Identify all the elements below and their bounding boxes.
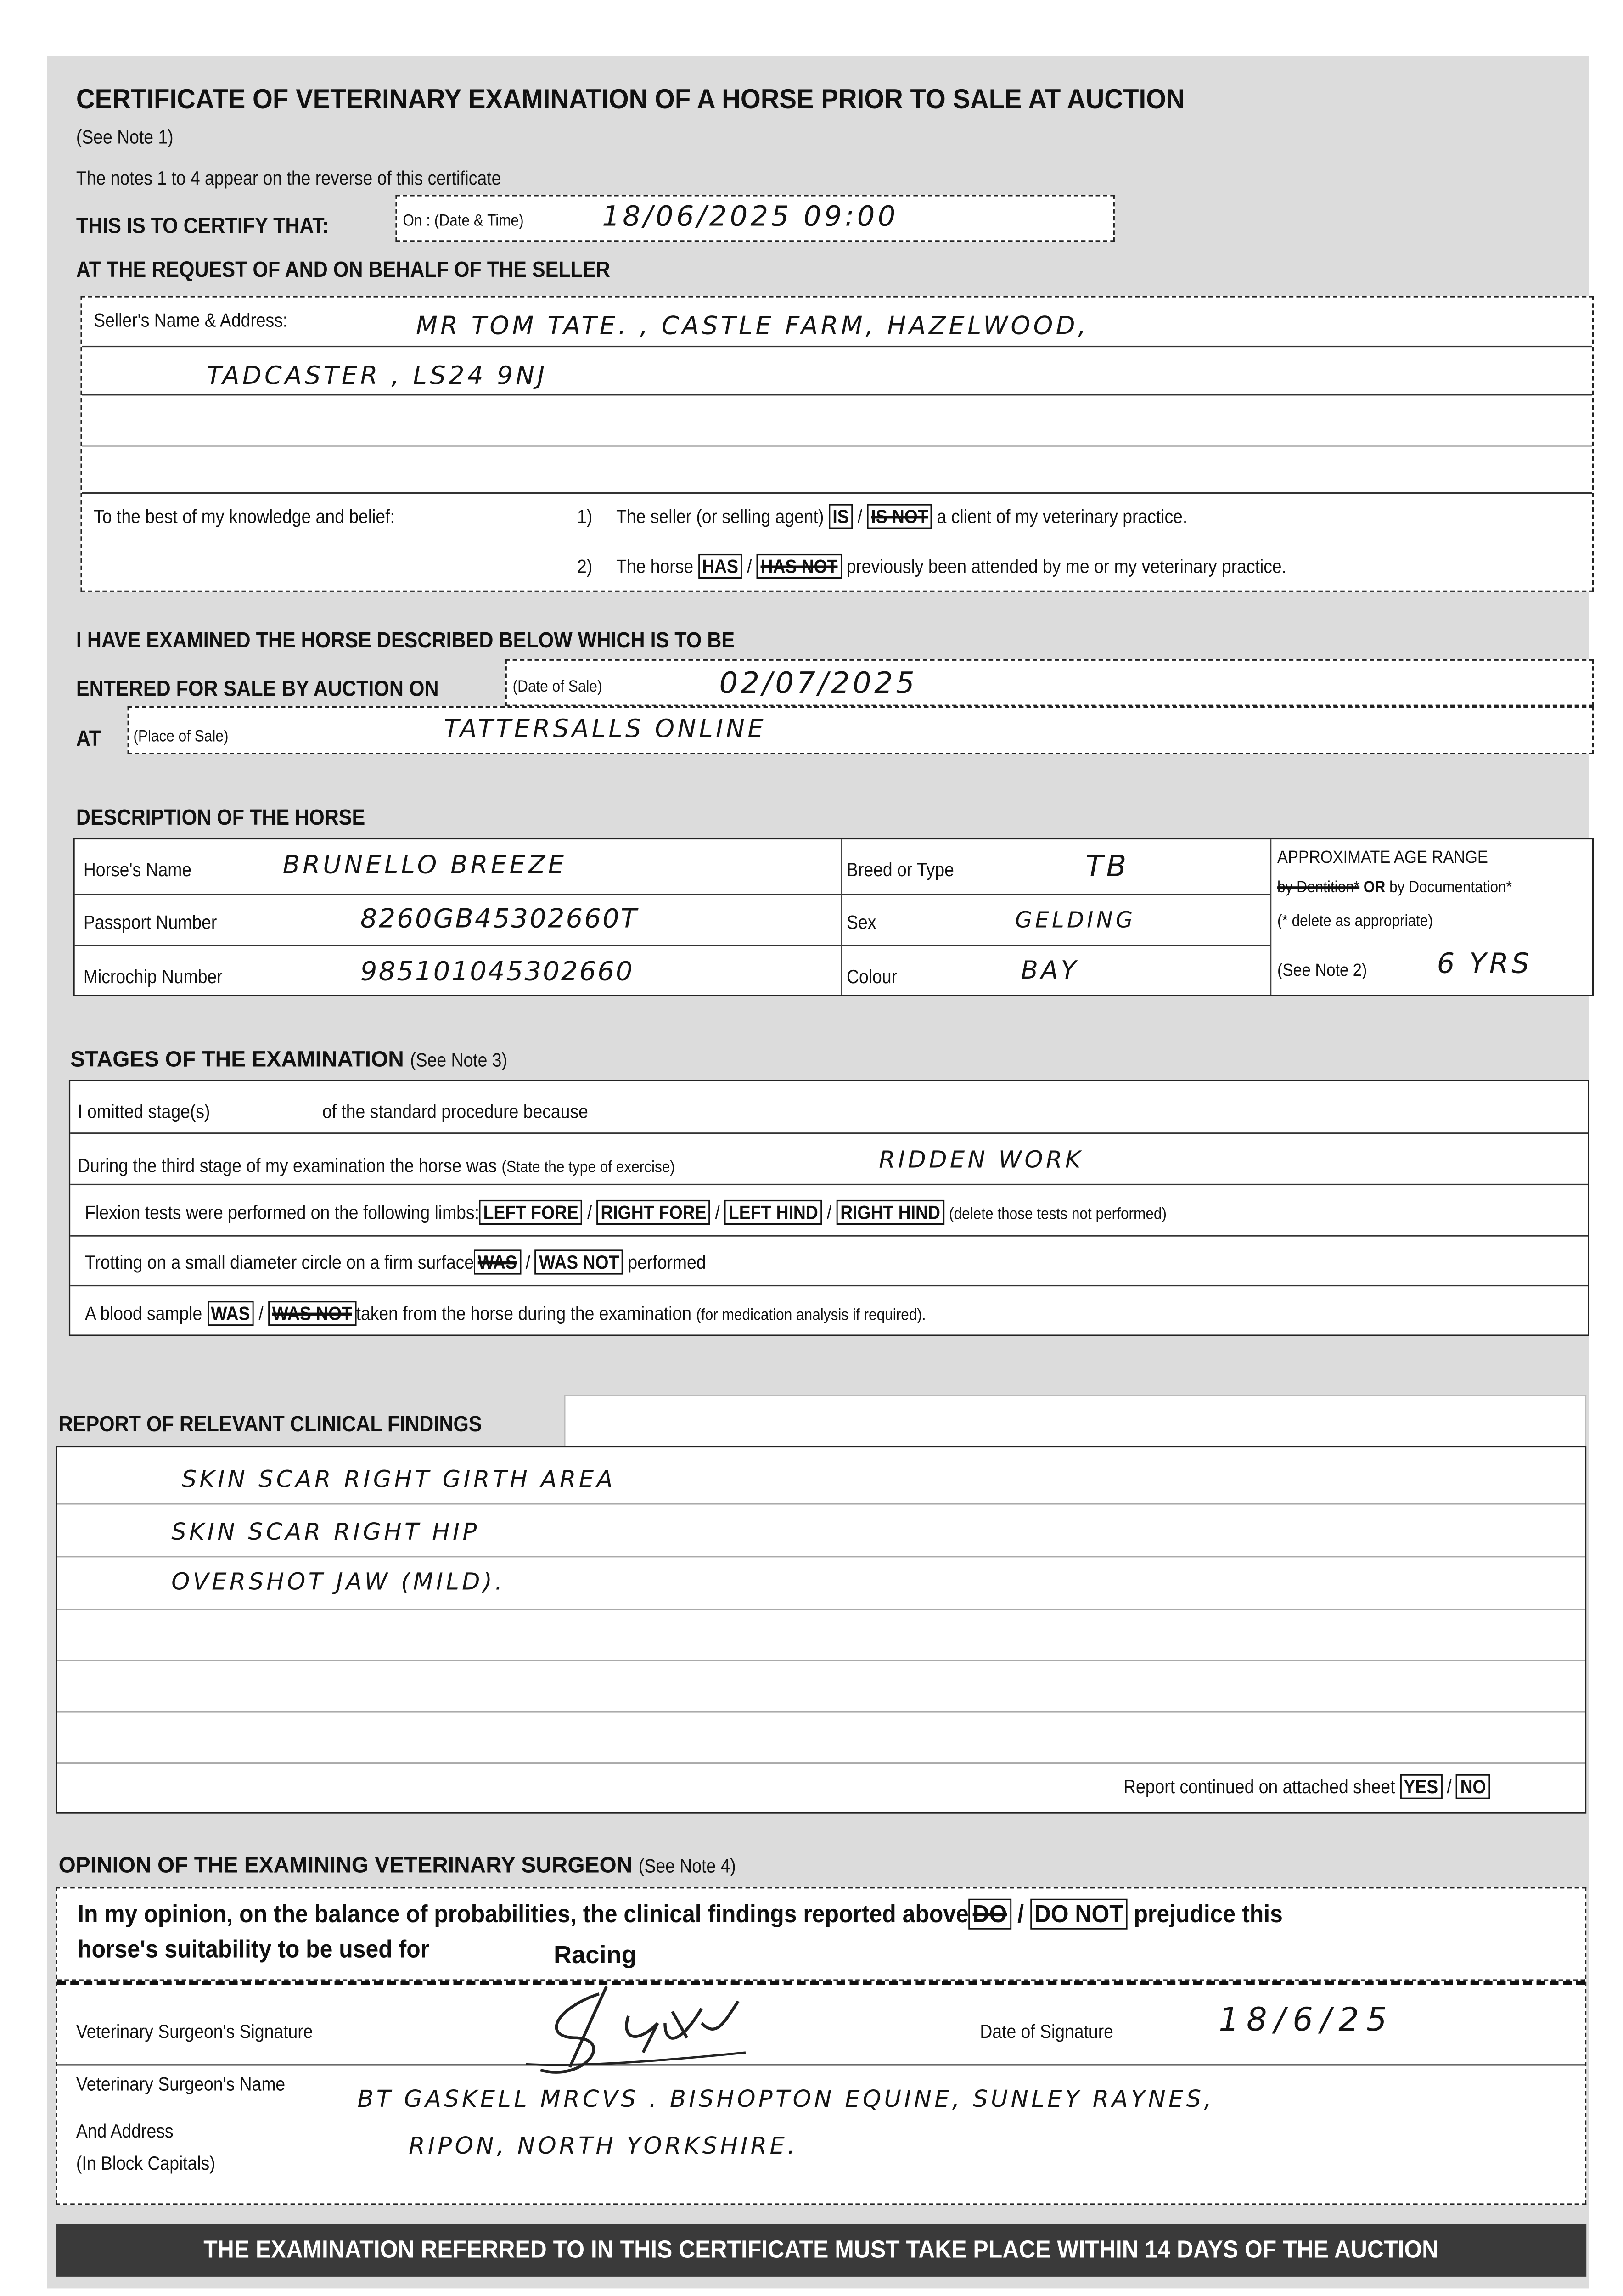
flexion-row: Flexion tests were performed on the following limbs: LEFT FORE / RIGHT FORE / LEFT HIND / RIGHT HIND (delete those tests not performed) <box>85 1201 1167 1223</box>
page-title: CERTIFICATE OF VETERINARY EXAMINATION OF A HORSE PRIOR TO SALE AT AUCTION <box>76 85 1185 116</box>
option-has-not[interactable]: HAS NOT <box>757 554 842 579</box>
third-stage-value[interactable]: RIDDEN WORK <box>879 1145 1084 1174</box>
option-has[interactable]: HAS <box>698 554 742 579</box>
footer-text: THE EXAMINATION REFERRED TO IN THIS CERTIFICATE MUST TAKE PLACE WITHIN 14 DAYS OF THE AUCTION <box>203 2235 1439 2264</box>
on-date-label: On : (Date & Time) <box>403 212 524 230</box>
limb-left-hind[interactable]: LEFT HIND <box>724 1200 822 1225</box>
sex-label: Sex <box>847 911 876 934</box>
opinion-text: In my opinion, on the balance of probabilities, the clinical findings reported above DO / DO NOT prejudice this <box>78 1900 1283 1930</box>
seller-label: Seller's Name & Address: <box>94 309 288 332</box>
trot-row: Trotting on a small diameter circle on a firm surface WAS / WAS NOT performed <box>85 1251 706 1273</box>
certify-date-value: 18/06/2025 09:00 <box>602 201 899 233</box>
certify-label: THIS IS TO CERTIFY THAT: <box>76 214 329 239</box>
colour-value[interactable]: BAY <box>1021 957 1079 986</box>
signature-label: Veterinary Surgeon's Signature <box>76 2020 313 2043</box>
report-continued: Report continued on attached sheet YES / NO <box>1123 1776 1490 1798</box>
opinion-do[interactable]: DO <box>969 1899 1011 1930</box>
blood-was-not[interactable]: WAS NOT <box>268 1301 356 1326</box>
sale-place-field[interactable] <box>128 706 1594 754</box>
sale-date-label: (Date of Sale) <box>512 678 602 696</box>
report-heading-box <box>564 1395 1586 1447</box>
seller-line-1[interactable]: MR TOM TATE. , CASTLE FARM, HAZELWOOD, <box>416 312 1089 342</box>
age-value[interactable]: 6 YRS <box>1437 948 1533 980</box>
vet-name-label: Veterinary Surgeon's Name <box>76 2073 286 2095</box>
date-of-signature-value[interactable]: 18/6/25 <box>1219 2003 1394 2040</box>
third-stage-label: During the third stage of my examination the horse was (State the type of exercise) <box>78 1154 675 1176</box>
block-capitals-label: (In Block Capitals) <box>76 2152 215 2174</box>
horse-name-label: Horse's Name <box>83 858 192 881</box>
statement-client: 1) The seller (or selling agent) IS / IS NOT a client of my veterinary practice. <box>577 506 1187 528</box>
sex-value[interactable]: GELDING <box>1015 906 1136 934</box>
breed-value[interactable]: TB <box>1085 848 1129 884</box>
age-by-documentation[interactable]: by Documentation* <box>1389 879 1512 897</box>
vet-name-line-1[interactable]: BT GASKELL MRCVS . BISHOPTON EQUINE, SUNLEY RAYNES, <box>357 2084 1215 2113</box>
option-is[interactable]: IS <box>829 504 853 529</box>
examined-label: I HAVE EXAMINED THE HORSE DESCRIBED BELOW WHICH IS TO BE <box>76 628 735 653</box>
opinion-text-2: horse's suitability to be used for <box>78 1935 430 1964</box>
sale-date-field[interactable] <box>505 659 1594 706</box>
omitted-label-a: I omitted stage(s) <box>78 1100 210 1122</box>
sale-date-value: 02/07/2025 <box>719 665 918 701</box>
horse-description-table <box>73 838 1594 996</box>
vet-signature <box>497 1979 760 2082</box>
opinion-do-not[interactable]: DO NOT <box>1030 1899 1128 1930</box>
stages-heading: STAGES OF THE EXAMINATION (See Note 3) <box>70 1047 508 1073</box>
limb-left-fore[interactable]: LEFT FORE <box>479 1200 583 1225</box>
seller-line-2[interactable]: TADCASTER , LS24 9NJ <box>206 362 548 391</box>
finding-3: OVERSHOT JAW (MILD). <box>171 1567 505 1596</box>
seller-box <box>80 296 1594 591</box>
continued-yes[interactable]: YES <box>1400 1774 1442 1799</box>
omitted-label-b: of the standard procedure because <box>322 1100 588 1122</box>
finding-1: SKIN SCAR RIGHT GIRTH AREA <box>181 1465 616 1493</box>
limb-right-hind[interactable]: RIGHT HIND <box>837 1200 944 1225</box>
see-note-1: (See Note 1) <box>76 126 174 148</box>
footer-bar <box>56 2224 1586 2277</box>
sale-place-value: TATTERSALLS ONLINE <box>444 715 767 744</box>
microchip-label: Microchip Number <box>83 965 223 988</box>
certify-date-field[interactable] <box>395 195 1114 242</box>
finding-2: SKIN SCAR RIGHT HIP <box>171 1518 480 1546</box>
colour-label: Colour <box>847 965 898 988</box>
age-method: by Dentition* OR by Documentation* <box>1277 879 1512 897</box>
vet-address-label: And Address <box>76 2120 174 2142</box>
sale-at-label: AT <box>76 726 101 752</box>
microchip-value[interactable]: 985101045302660 <box>360 957 634 988</box>
report-heading: REPORT OF RELEVANT CLINICAL FINDINGS <box>58 1412 482 1437</box>
age-heading: APPROXIMATE AGE RANGE <box>1277 847 1488 867</box>
report-box[interactable] <box>56 1446 1586 1814</box>
continued-no[interactable]: NO <box>1456 1774 1490 1799</box>
passport-value[interactable]: 8260GB45302660T <box>360 904 639 935</box>
option-is-not[interactable]: IS NOT <box>867 504 932 529</box>
age-delete-note: (* delete as appropriate) <box>1277 912 1433 930</box>
sale-place-label: (Place of Sale) <box>133 728 229 746</box>
blood-was[interactable]: WAS <box>207 1301 254 1326</box>
statement-attended: 2) The horse HAS / HAS NOT previously been attended by me or my veterinary practice. <box>577 555 1286 577</box>
trot-was[interactable]: WAS <box>474 1249 521 1274</box>
date-of-signature-label: Date of Signature <box>980 2020 1113 2043</box>
age-see-note: (See Note 2) <box>1277 959 1367 980</box>
description-heading: DESCRIPTION OF THE HORSE <box>76 805 365 831</box>
breed-label: Breed or Type <box>847 858 954 881</box>
intended-use[interactable]: Racing <box>553 1941 637 1969</box>
limb-right-fore[interactable]: RIGHT FORE <box>597 1200 710 1225</box>
opinion-heading: OPINION OF THE EXAMINING VETERINARY SURGEON (See Note 4) <box>58 1853 736 1879</box>
age-by-dentition[interactable]: by Dentition* <box>1277 879 1360 897</box>
knowledge-label: To the best of my knowledge and belief: <box>94 505 395 528</box>
trot-was-not[interactable]: WAS NOT <box>535 1249 623 1274</box>
sale-label: ENTERED FOR SALE BY AUCTION ON <box>76 676 439 702</box>
vet-name-line-2[interactable]: RIPON, NORTH YORKSHIRE. <box>409 2132 798 2160</box>
stages-box <box>69 1080 1589 1336</box>
request-label: AT THE REQUEST OF AND ON BEHALF OF THE SELLER <box>76 258 610 283</box>
blood-row: A blood sample WAS / WAS NOT taken from the horse during the examination (for medication analysis if required). <box>85 1302 926 1324</box>
horse-name-value[interactable]: BRUNELLO BREEZE <box>282 851 567 881</box>
notes-line: The notes 1 to 4 appear on the reverse of this certificate <box>76 167 501 189</box>
passport-label: Passport Number <box>83 911 217 934</box>
opinion-box <box>56 1887 1586 2205</box>
